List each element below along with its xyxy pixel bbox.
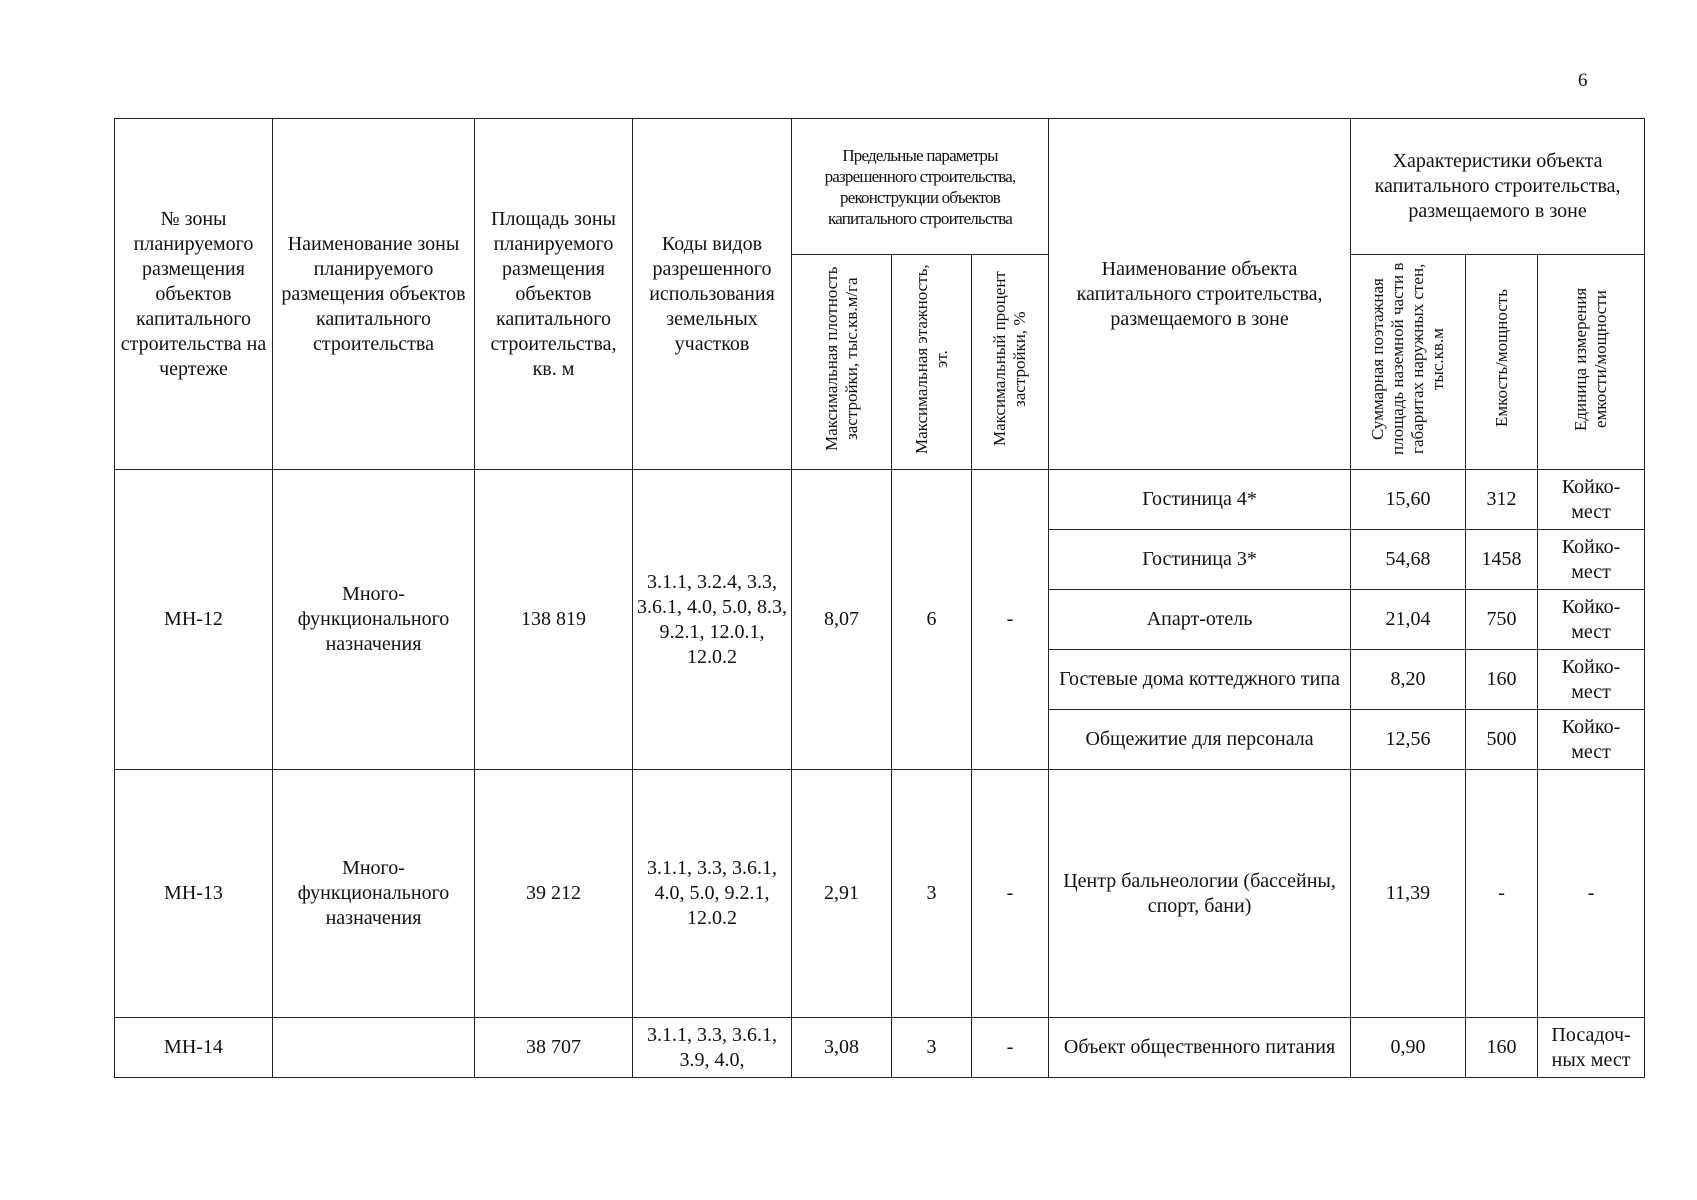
zone-area-cell: 38 707 bbox=[475, 1018, 633, 1078]
object-area-cell: 21,04 bbox=[1351, 590, 1466, 650]
object-unit-cell: Койко-мест bbox=[1538, 530, 1645, 590]
zone-area-cell: 39 212 bbox=[475, 770, 633, 1018]
page-number: 6 bbox=[1578, 70, 1588, 91]
header-max-density: Максимальная плотность застройки, тыс.кв.м/га bbox=[792, 255, 892, 470]
object-unit-cell: Койко-мест bbox=[1538, 650, 1645, 710]
object-name-cell: Апарт-отель bbox=[1049, 590, 1351, 650]
header-zone-no: № зоны планируемого размещения объектов капитального строительства на чертеже bbox=[115, 119, 273, 470]
header-characteristics-group: Характеристики объекта капитального строительства, размещаемого в зоне bbox=[1351, 119, 1645, 255]
header-capacity: Емкость/мощность bbox=[1466, 255, 1538, 470]
density-cell: 8,07 bbox=[792, 470, 892, 770]
object-unit-cell: Койко-мест bbox=[1538, 710, 1645, 770]
object-area-cell: 0,90 bbox=[1351, 1018, 1466, 1078]
object-unit-cell: Койко-мест bbox=[1538, 590, 1645, 650]
floors-cell: 3 bbox=[892, 770, 972, 1018]
header-object-name: Наименование объекта капитального строительства, размещаемого в зоне bbox=[1049, 119, 1351, 470]
object-name-cell: Гостиница 3* bbox=[1049, 530, 1351, 590]
zone-name-cell bbox=[273, 1018, 475, 1078]
floors-cell: 3 bbox=[892, 1018, 972, 1078]
object-unit-cell: Койко-мест bbox=[1538, 470, 1645, 530]
header-codes: Коды видов разрешенного использования земельных участков bbox=[633, 119, 792, 470]
object-name-cell: Гостевые дома коттеджного типа bbox=[1049, 650, 1351, 710]
object-capacity-cell: 312 bbox=[1466, 470, 1538, 530]
zone-area-cell: 138 819 bbox=[475, 470, 633, 770]
header-total-area: Суммарная поэтажная площадь наземной части в габаритах наружных стен, тыс.кв.м bbox=[1351, 255, 1466, 470]
object-capacity-cell: 1458 bbox=[1466, 530, 1538, 590]
table-row bbox=[115, 1018, 1645, 1078]
percent-cell: - bbox=[972, 1018, 1049, 1078]
object-capacity-cell: - bbox=[1466, 770, 1538, 1018]
object-unit-cell: Посадоч-ных мест bbox=[1538, 1018, 1645, 1078]
zone-name-cell: Много-функционального назначения bbox=[273, 770, 475, 1018]
object-capacity-cell: 500 bbox=[1466, 710, 1538, 770]
zone-name-cell: Много-функционального назначения bbox=[273, 470, 475, 770]
table-row bbox=[115, 470, 1645, 530]
object-capacity-cell: 160 bbox=[1466, 650, 1538, 710]
header-capacity-unit: Единица измерения емкости/мощности bbox=[1538, 255, 1645, 470]
percent-cell: - bbox=[972, 470, 1049, 770]
object-area-cell: 15,60 bbox=[1351, 470, 1466, 530]
codes-cell: 3.1.1, 3.3, 3.6.1, 3.9, 4.0, bbox=[633, 1018, 792, 1078]
codes-cell: 3.1.1, 3.3, 3.6.1, 4.0, 5.0, 9.2.1, 12.0.2 bbox=[633, 770, 792, 1018]
codes-cell: 3.1.1, 3.2.4, 3.3, 3.6.1, 4.0, 5.0, 8.3, 9.2.1, 12.0.1, 12.0.2 bbox=[633, 470, 792, 770]
object-capacity-cell: 160 bbox=[1466, 1018, 1538, 1078]
table-row bbox=[115, 770, 1645, 1018]
object-name-cell: Общежитие для персонала bbox=[1049, 710, 1351, 770]
object-area-cell: 11,39 bbox=[1351, 770, 1466, 1018]
density-cell: 2,91 bbox=[792, 770, 892, 1018]
header-zone-name: Наименование зоны планируемого размещения объектов капитального строительства bbox=[273, 119, 475, 470]
object-area-cell: 54,68 bbox=[1351, 530, 1466, 590]
object-name-cell: Гостиница 4* bbox=[1049, 470, 1351, 530]
zones-table bbox=[114, 118, 1645, 1078]
density-cell: 3,08 bbox=[792, 1018, 892, 1078]
object-area-cell: 12,56 bbox=[1351, 710, 1466, 770]
object-name-cell: Центр бальнеологии (бассейны, спорт, бани) bbox=[1049, 770, 1351, 1018]
header-max-floors: Максимальная этажность, эт. bbox=[892, 255, 972, 470]
header-max-percent: Максимальный процент застройки, % bbox=[972, 255, 1049, 470]
object-area-cell: 8,20 bbox=[1351, 650, 1466, 710]
zone-no-cell: МН-12 bbox=[115, 470, 273, 770]
object-name-cell: Объект общественного питания bbox=[1049, 1018, 1351, 1078]
floors-cell: 6 bbox=[892, 470, 972, 770]
zone-no-cell: МН-13 bbox=[115, 770, 273, 1018]
zone-no-cell: МН-14 bbox=[115, 1018, 273, 1078]
header-limits-group: Предельные параметры разрешенного строительства, реконструкции объектов капитального строительства bbox=[792, 119, 1049, 255]
object-capacity-cell: 750 bbox=[1466, 590, 1538, 650]
header-zone-area: Площадь зоны планируемого размещения объектов капитального строительства, кв. м bbox=[475, 119, 633, 470]
object-unit-cell: - bbox=[1538, 770, 1645, 1018]
percent-cell: - bbox=[972, 770, 1049, 1018]
